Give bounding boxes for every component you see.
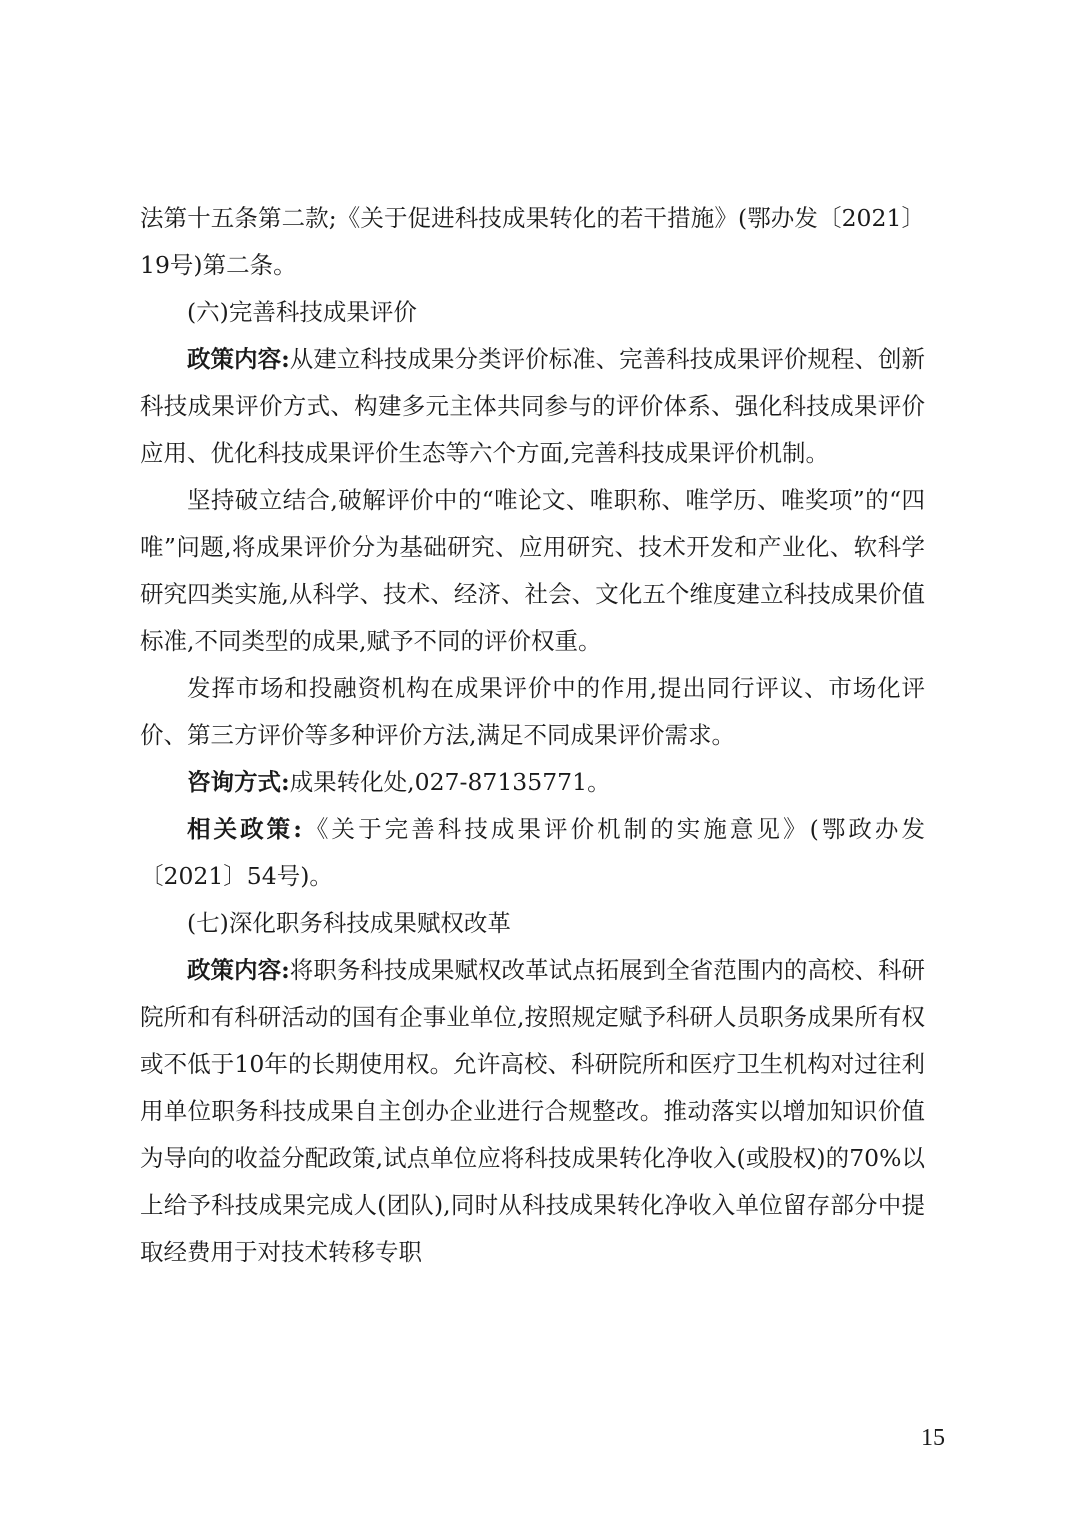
label-policy-content: 政策内容: <box>187 956 290 984</box>
section-heading-7: (七)深化职务科技成果赋权改革 <box>187 909 511 937</box>
label-policy-content: 政策内容: <box>187 345 290 373</box>
paragraph-text: 成果转化处,027-87135771。 <box>289 768 611 796</box>
paragraph-market-role: 发挥市场和投融资机构在成果评价中的作用,提出同行评议、市场化评价、第三方评价等多种评价方法,满足不同成果评价需求。 <box>140 674 925 749</box>
section-heading-6: (六)完善科技成果评价 <box>187 298 417 326</box>
paragraph-contact <box>140 759 925 806</box>
paragraph-policy-content-6 <box>140 336 925 477</box>
paragraph-text: 《关于完善科技成果评价机制的实施意见》(鄂政办发〔2021〕54号)。 <box>140 815 925 890</box>
label-related-policy: 相关政策: <box>187 815 302 843</box>
paragraph-text: 将职务科技成果赋权改革试点拓展到全省范围内的高校、科研院所和有科研活动的国有企事业单位,按照规定赋予科研人员职务成果所有权或不低于10年的长期使用权。允许高校、科研院所和医疗卫生机构对过往利用单位职务科技成果自主创办企业进行合规整改。推动落实以增加知识价值为导向的收益分配政策,试点单位应将科技成果转化净收入(或股权)的70%以上给予科技成果完成人(团队),同时从科技成果转化净收入单位留存部分中提取经费用于对技术转移专职 <box>140 956 925 1266</box>
body-text <box>140 195 925 1276</box>
paragraph-text: 从建立科技成果分类评价标准、完善科技成果评价规程、创新科技成果评价方式、构建多元主体共同参与的评价体系、强化科技成果评价应用、优化科技成果评价生态等六个方面,完善科技成果评价机制。 <box>140 345 925 467</box>
page-number: 15 <box>921 1425 945 1451</box>
paragraph-evaluation-principle: 坚持破立结合,破解评价中的“唯论文、唯职称、唯学历、唯奖项”的“四唯”问题,将成果评价分为基础研究、应用研究、技术开发和产业化、软科学研究四类实施,从科学、技术、经济、社会、文化五个维度建立科技成果价值标准,不同类型的成果,赋予不同的评价权重。 <box>140 486 925 655</box>
paragraph-continuation: 法第十五条第二款;《关于促进科技成果转化的若干措施》(鄂办发〔2021〕19号)第二条。 <box>140 204 925 279</box>
paragraph-related-policy <box>140 806 925 900</box>
label-contact: 咨询方式: <box>187 768 290 796</box>
paragraph-policy-content-7 <box>140 947 925 1276</box>
